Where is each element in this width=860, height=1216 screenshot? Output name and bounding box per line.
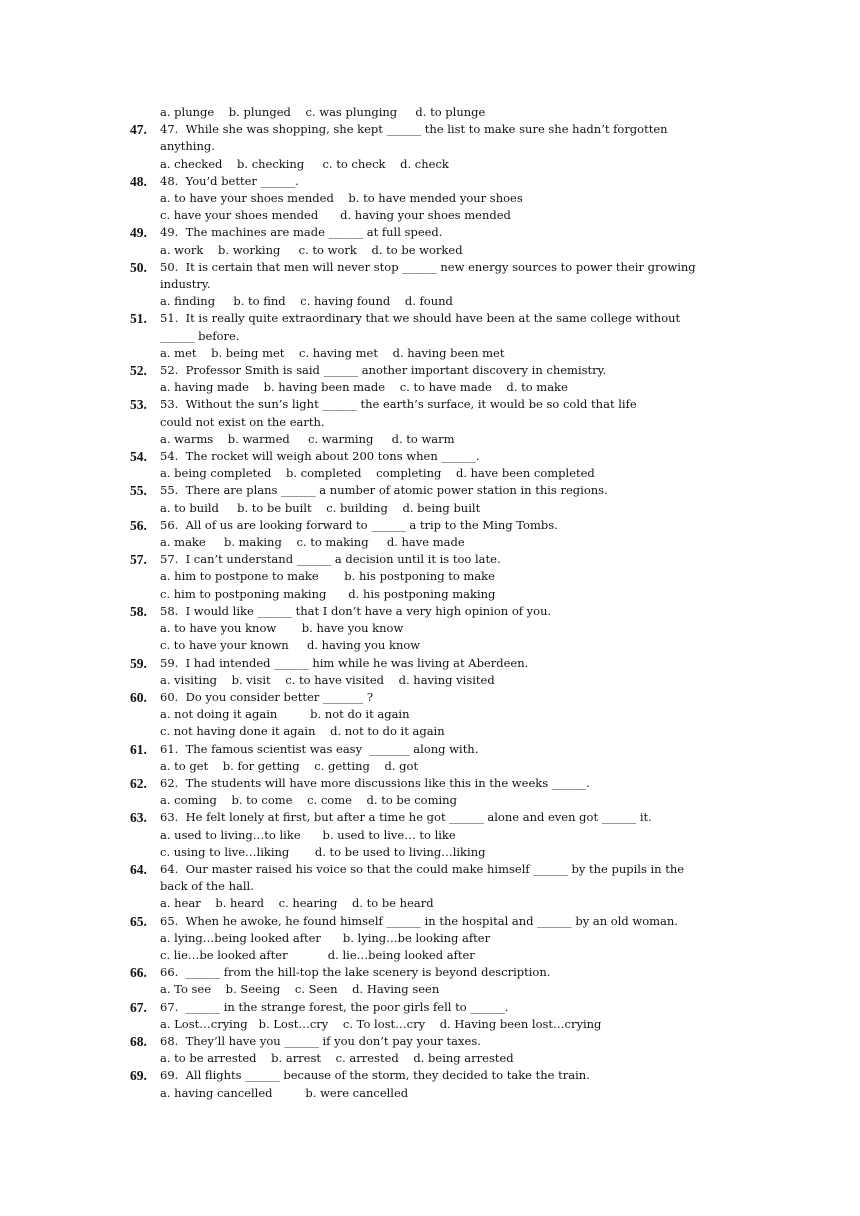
question-item xyxy=(130,809,740,861)
answer-options: a. visiting b. visit c. to have visited d. having visited xyxy=(160,672,495,687)
question-item xyxy=(130,259,740,311)
question-number: 56. xyxy=(130,517,147,533)
question-text: 50. It is certain that men will never stop ______ new energy sources to power their growing 50. xyxy=(130,259,696,275)
answer-options: a. lying…being looked after b. lying…be looking after xyxy=(160,930,491,945)
question-text: 48. You’d better ______. 48. xyxy=(130,173,299,189)
question-item xyxy=(130,913,740,965)
answer-options: c. using to live…liking d. to be used to living…liking xyxy=(160,844,486,859)
answer-options: c. him to postponing making d. his postponing making xyxy=(160,586,496,601)
lead-options: a. plunge b. plunged c. was plunging d. to plunge xyxy=(160,105,486,119)
question-number: 53. xyxy=(130,397,147,413)
question-item xyxy=(130,448,740,482)
question-text: 58. I would like ______ that I don’t have a very high opinion of you. 58. xyxy=(130,603,552,619)
question-text-continued: ______ before. xyxy=(160,328,240,343)
question-item xyxy=(130,689,740,741)
answer-options: a. warms b. warmed c. warming d. to warm xyxy=(160,431,455,446)
question-item xyxy=(130,551,740,603)
answer-options: c. to have your known d. having you know xyxy=(160,638,421,653)
question-number: 66. xyxy=(130,965,147,981)
answer-options: a. used to living…to like b. used to live… to like xyxy=(160,827,456,842)
question-text: 57. I can’t understand ______ a decision until it is too late. 57. xyxy=(130,552,501,568)
answer-options: c. have your shoes mended d. having your shoes mended xyxy=(160,208,511,223)
answer-options: a. met b. being met c. having met d. having been met xyxy=(160,345,505,360)
answer-options: a. To see b. Seeing c. Seen d. Having seen xyxy=(160,982,440,997)
question-item xyxy=(130,224,740,258)
answer-options: a. not doing it again b. not do it again xyxy=(160,707,410,722)
answer-options: c. not having done it again d. not to do it again xyxy=(160,724,445,739)
question-item xyxy=(130,1067,740,1101)
question-item xyxy=(130,517,740,551)
answer-options: a. to build b. to be built c. building d. being built xyxy=(160,500,481,515)
answer-options: c. lie…be looked after d. lie…being looked after xyxy=(160,947,475,962)
question-number: 61. xyxy=(130,741,147,757)
question-number: 60. xyxy=(130,689,147,705)
answer-options: a. coming b. to come c. come d. to be coming xyxy=(160,793,457,808)
question-text: 52. Professor Smith is said ______ another important discovery in chemistry. 52. xyxy=(130,363,607,379)
question-text: 63. He felt lonely at first, but after a time he got ______ alone and even got ______ it. 63. xyxy=(130,810,652,826)
answer-options: a. to get b. for getting c. getting d. got xyxy=(160,758,419,773)
question-text: 65. When he awoke, he found himself ______ in the hospital and ______ by an old woman. 65. xyxy=(130,913,678,929)
question-number: 67. xyxy=(130,999,147,1015)
question-text-continued: anything. xyxy=(160,139,215,154)
question-list xyxy=(130,104,740,1102)
question-text-continued: could not exist on the earth. xyxy=(160,414,325,429)
question-number: 49. xyxy=(130,225,147,241)
question-text: 67. ______ in the strange forest, the poor girls fell to ______. 67. xyxy=(130,999,509,1015)
answer-options: a. finding b. to find c. having found d. found xyxy=(160,294,453,309)
answer-options: a. Lost…crying b. Lost…cry c. To lost…cry d. Having been lost…crying xyxy=(160,1016,602,1031)
question-number: 50. xyxy=(130,259,147,275)
question-item xyxy=(130,121,740,173)
question-text: 51. It is really quite extraordinary that we should have been at the same college without 51. xyxy=(130,311,681,327)
question-text-continued: industry. xyxy=(160,277,211,292)
question-number: 47. xyxy=(130,122,147,138)
answer-options: a. to have you know b. have you know xyxy=(160,621,404,636)
question-number: 65. xyxy=(130,913,147,929)
answer-options: a. work b. working c. to work d. to be worked xyxy=(160,242,463,257)
question-text: 59. I had intended ______ him while he was living at Aberdeen. 59. xyxy=(130,655,529,671)
question-text: 68. They’ll have you ______ if you don’t pay your taxes. 68. xyxy=(130,1033,481,1049)
question-number: 69. xyxy=(130,1068,147,1084)
answer-options: a. having made b. having been made c. to have made d. to make xyxy=(160,380,568,395)
question-item xyxy=(130,173,740,225)
question-text: 69. All flights ______ because of the storm, they decided to take the train. 69. xyxy=(130,1068,590,1084)
question-number: 63. xyxy=(130,810,147,826)
question-number: 54. xyxy=(130,449,147,465)
answer-options: a. to be arrested b. arrest c. arrested d. being arrested xyxy=(160,1051,514,1066)
question-item xyxy=(130,999,740,1033)
question-item xyxy=(130,1033,740,1067)
question-text: 53. Without the sun’s light ______ the earth’s surface, it would be so cold that life 53. xyxy=(130,397,637,413)
question-number: 68. xyxy=(130,1033,147,1049)
answer-options: a. make b. making c. to making d. have made xyxy=(160,535,465,550)
question-item xyxy=(130,482,740,516)
question-text: 60. Do you consider better _______ ? 60. xyxy=(130,689,373,705)
question-item xyxy=(130,775,740,809)
question-item xyxy=(130,362,740,396)
question-item xyxy=(130,396,740,448)
answer-options: a. hear b. heard c. hearing d. to be heard xyxy=(160,896,434,911)
question-number: 59. xyxy=(130,655,147,671)
question-text: 56. All of us are looking forward to ______ a trip to the Ming Tombs. 56. xyxy=(130,517,558,533)
question-item xyxy=(130,603,740,655)
question-number: 64. xyxy=(130,861,147,877)
question-item xyxy=(130,655,740,689)
question-number: 58. xyxy=(130,603,147,619)
answer-options: a. him to postpone to make b. his postponing to make xyxy=(160,569,495,584)
question-item xyxy=(130,964,740,998)
question-text: 47. While she was shopping, she kept ______ the list to make sure she hadn’t forgotten 47. xyxy=(130,122,668,138)
answer-options: a. being completed b. completed completing d. have been completed xyxy=(160,466,595,481)
answer-options: a. to have your shoes mended b. to have mended your shoes xyxy=(160,191,523,206)
question-text: 54. The rocket will weigh about 200 tons when ______. 54. xyxy=(130,449,480,465)
question-text-continued: back of the hall. xyxy=(160,879,254,894)
question-text: 55. There are plans ______ a number of atomic power station in this regions. 55. xyxy=(130,483,608,499)
answer-options: a. checked b. checking c. to check d. check xyxy=(160,156,449,171)
question-item xyxy=(130,741,740,775)
question-number: 51. xyxy=(130,311,147,327)
question-item xyxy=(130,310,740,362)
answer-options: a. having cancelled b. were cancelled xyxy=(160,1085,409,1100)
question-number: 52. xyxy=(130,363,147,379)
question-number: 48. xyxy=(130,173,147,189)
question-text: 62. The students will have more discussions like this in the weeks ______. 62. xyxy=(130,775,590,791)
question-number: 57. xyxy=(130,552,147,568)
question-text: 64. Our master raised his voice so that the could make himself ______ by the pupils in the 64. xyxy=(130,861,685,877)
question-number: 55. xyxy=(130,483,147,499)
question-item xyxy=(130,861,740,913)
question-text: 49. The machines are made ______ at full speed. 49. xyxy=(130,225,443,241)
question-text: 61. The famous scientist was easy _______ along with. 61. xyxy=(130,741,479,757)
question-number: 62. xyxy=(130,775,147,791)
question-text: 66. ______ from the hill-top the lake scenery is beyond description. 66. xyxy=(130,965,551,981)
